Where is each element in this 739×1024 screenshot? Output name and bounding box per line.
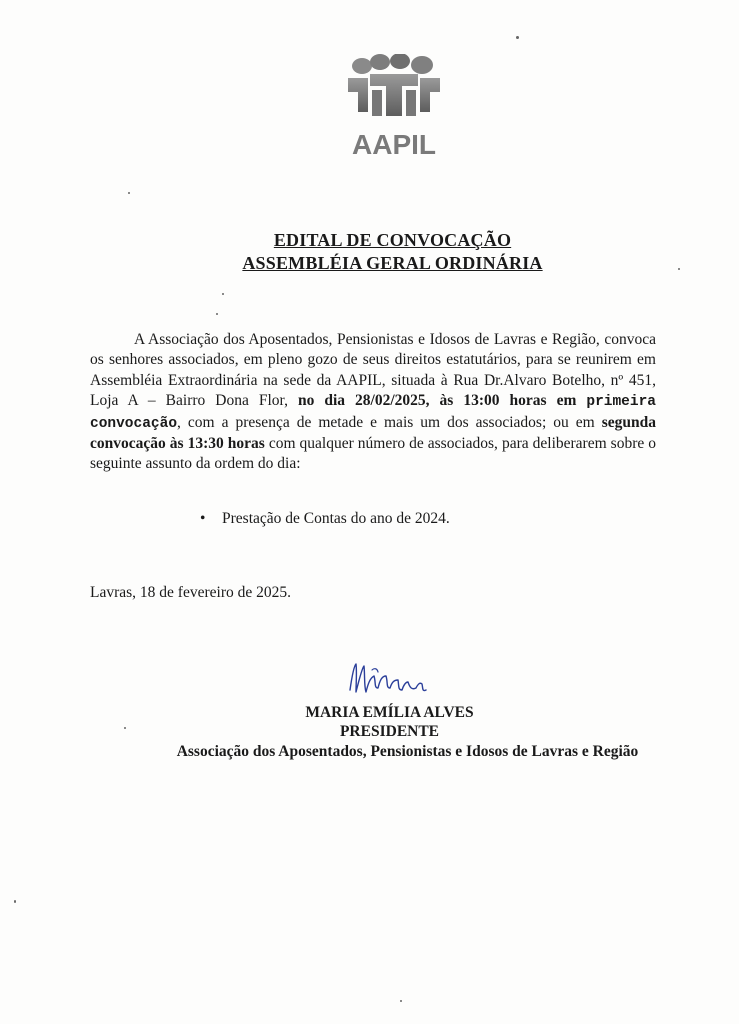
scan-speck <box>128 192 130 194</box>
signatory-role: PRESIDENTE <box>339 723 440 740</box>
agenda-item <box>200 510 450 528</box>
scan-speck <box>14 900 16 903</box>
handwritten-signature <box>344 658 430 700</box>
second-call-bold: segunda convocação às 13:30 horas <box>90 413 657 453</box>
logo-text: AAPIL <box>352 129 436 160</box>
scan-speck <box>124 727 126 729</box>
scan-speck <box>516 36 519 39</box>
first-call-bold: primeira convocação <box>90 394 656 432</box>
convocation-paragraph <box>90 330 656 475</box>
paragraph-text: A Associação dos Aposentados, Pensionistas e Idosos de Lavras e Região, convoca os senhores associados, em pleno gozo de seus direitos estatutários, para se reunirem em Assembléia Extraordinária na sede da AAPIL, situada à Rua Dr.Alvaro Botelho, nº 451, Loja A – Bairro Dona Flor, <box>90 331 656 410</box>
aapil-logo <box>344 54 444 162</box>
agenda-item-text: Prestação de Contas do ano de 2024. <box>222 510 450 527</box>
bullet-icon: • <box>200 510 206 527</box>
date-time-bold: no dia 28/02/2025, às 13:00 horas em <box>297 392 577 410</box>
document-subtitle: ASSEMBLÉIA GERAL ORDINÁRIA <box>242 253 543 273</box>
scan-speck <box>678 268 680 270</box>
paragraph-text-end: com qualquer número de associados, para deliberarem sobre o seguinte assunto da ordem do dia: <box>90 435 656 473</box>
signatory-name: MARIA EMÍLIA ALVES <box>305 704 474 721</box>
signatory-organization: Associação dos Aposentados, Pensionistas e Idosos de Lavras e Região <box>176 743 639 760</box>
paragraph-text-mid: , com a presença de metade e mais um dos associados; ou em <box>177 413 595 431</box>
document-title: EDITAL DE CONVOCAÇÃO <box>273 230 512 250</box>
scan-speck <box>222 293 224 295</box>
scan-speck <box>400 1000 402 1002</box>
scan-speck <box>216 313 218 315</box>
place-date: Lavras, 18 de fevereiro de 2025. <box>90 584 291 601</box>
